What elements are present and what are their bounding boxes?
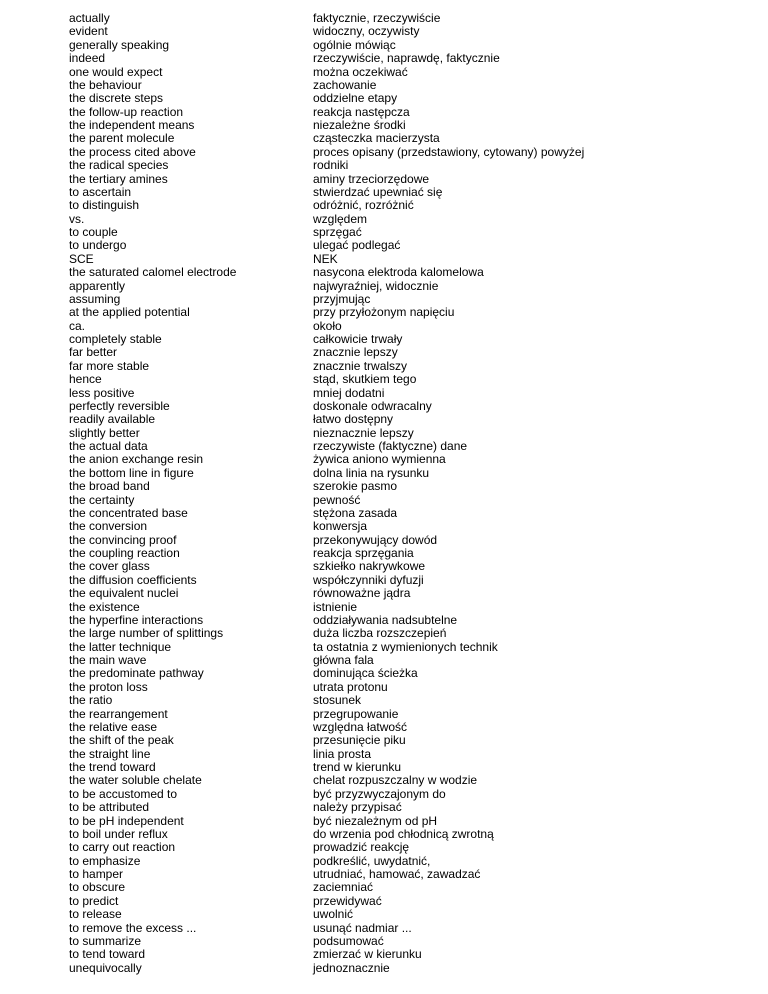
polish-translation: trend w kierunku: [313, 760, 402, 774]
glossary-row: [0, 908, 768, 921]
glossary-row: [0, 480, 768, 493]
polish-translation: znacznie lepszy: [313, 345, 398, 360]
polish-translation: NEK: [313, 251, 338, 266]
english-term: the relative ease: [69, 719, 158, 734]
glossary-row: [0, 560, 768, 573]
glossary-row: [0, 280, 768, 293]
glossary-row: [0, 25, 768, 38]
glossary-row: [0, 721, 768, 734]
polish-translation: faktycznie, rzeczywiście: [313, 11, 441, 25]
english-term: less positive: [69, 385, 135, 400]
glossary-row: [0, 507, 768, 520]
glossary-row: [0, 601, 768, 614]
polish-translation: sprzęgać: [313, 225, 362, 239]
english-term: generally speaking: [69, 37, 170, 52]
polish-translation: aminy trzeciorzędowe: [313, 171, 430, 186]
english-term: the predominate pathway: [69, 666, 204, 681]
polish-translation: całkowicie trwały: [313, 332, 403, 346]
english-term: to be accustomed to: [69, 786, 178, 801]
polish-translation: utrata protonu: [313, 679, 388, 694]
glossary-row: [0, 868, 768, 881]
english-term: the main wave: [69, 653, 147, 667]
english-term: unequivocally: [69, 960, 142, 975]
polish-translation: ulegać podlegać: [313, 238, 401, 253]
english-term: the concentrated base: [69, 505, 188, 520]
english-term: far better: [69, 345, 118, 360]
glossary-row: [0, 774, 768, 787]
english-term: the water soluble chelate: [69, 773, 202, 788]
polish-translation: rzeczywiste (faktyczne) dane: [313, 439, 468, 453]
polish-translation: rodniki: [313, 158, 349, 173]
english-term: to summarize: [69, 933, 142, 948]
english-term: to remove the excess ...: [69, 920, 197, 935]
english-term: the convincing proof: [69, 532, 177, 547]
glossary-row: [0, 948, 768, 961]
polish-translation: stężona zasada: [313, 505, 398, 520]
english-term: assuming: [69, 291, 121, 306]
glossary-row: [0, 12, 768, 25]
polish-translation: reakcja sprzęgania: [313, 546, 414, 560]
english-term: the tertiary amines: [69, 171, 168, 186]
polish-translation: żywica aniono wymienna: [313, 452, 446, 467]
polish-translation: oddzielne etapy: [313, 91, 398, 106]
glossary-row: [0, 641, 768, 654]
polish-translation: znacznie trwalszy: [313, 358, 408, 373]
glossary-row: [0, 922, 768, 935]
glossary-row: [0, 39, 768, 52]
glossary-row: [0, 226, 768, 239]
english-term: the parent molecule: [69, 131, 175, 146]
polish-translation: widoczny, oczywisty: [313, 24, 420, 39]
polish-translation: przyjmując: [313, 291, 371, 306]
english-term: to obscure: [69, 880, 126, 895]
english-term: the discrete steps: [69, 91, 164, 106]
polish-translation: prowadzić reakcję: [313, 840, 410, 855]
glossary-row: [0, 333, 768, 346]
glossary-row: [0, 534, 768, 547]
glossary-row: [0, 895, 768, 908]
polish-translation: należy przypisać: [313, 800, 402, 815]
glossary-row: [0, 373, 768, 386]
glossary-row: [0, 66, 768, 79]
english-term: the conversion: [69, 519, 148, 534]
glossary-row: [0, 440, 768, 453]
glossary-row: [0, 119, 768, 132]
polish-translation: stwierdzać upewniać się: [313, 184, 443, 199]
polish-translation: być przyzwyczajonym do: [313, 786, 446, 801]
polish-translation: równoważne jądra: [313, 586, 411, 601]
english-term: evident: [69, 24, 108, 39]
glossary-row: [0, 79, 768, 92]
polish-translation: podsumować: [313, 933, 384, 948]
english-term: the large number of splittings: [69, 626, 224, 641]
polish-translation: pewność: [313, 492, 361, 507]
glossary-row: [0, 52, 768, 65]
polish-translation: ta ostatnia z wymienionych technik: [313, 639, 498, 654]
glossary-row: [0, 761, 768, 774]
english-term: the radical species: [69, 158, 169, 173]
polish-translation: mniej dodatni: [313, 385, 385, 400]
english-term: to boil under reflux: [69, 826, 168, 841]
glossary-row: [0, 574, 768, 587]
glossary-row: [0, 293, 768, 306]
polish-translation: względem: [313, 211, 368, 226]
polish-translation: oddziaływania nadsubtelne: [313, 612, 458, 627]
polish-translation: stosunek: [313, 693, 362, 708]
polish-translation: istnienie: [313, 599, 358, 614]
glossary-row: [0, 346, 768, 359]
polish-translation: dolna linia na rysunku: [313, 465, 430, 480]
english-term: one would expect: [69, 64, 163, 79]
glossary-row: [0, 92, 768, 105]
glossary-row: [0, 146, 768, 159]
english-term: to predict: [69, 893, 119, 908]
glossary-row: [0, 186, 768, 199]
glossary-row: [0, 654, 768, 667]
english-term: apparently: [69, 278, 126, 293]
glossary-row: [0, 494, 768, 507]
polish-translation: być niezależnym od pH: [313, 813, 438, 828]
polish-translation: zachowanie: [313, 77, 377, 92]
english-term: to undergo: [69, 238, 127, 253]
glossary-row: [0, 360, 768, 373]
english-term: to tend toward: [69, 947, 146, 962]
english-term: hence: [69, 372, 102, 387]
glossary-row: [0, 413, 768, 426]
polish-translation: uwolnić: [313, 907, 354, 922]
english-term: the diffusion coefficients: [69, 572, 197, 587]
english-term: to distinguish: [69, 198, 140, 213]
english-term: ca.: [69, 318, 86, 333]
glossary-row: [0, 627, 768, 640]
english-term: the latter technique: [69, 639, 172, 654]
english-term: readily available: [69, 412, 156, 427]
english-term: the process cited above: [69, 144, 196, 159]
english-term: perfectly reversible: [69, 398, 170, 413]
polish-translation: zmierzać w kierunku: [313, 947, 422, 962]
glossary-row: [0, 935, 768, 948]
english-term: the independent means: [69, 118, 195, 132]
polish-translation: jednoznacznie: [313, 960, 390, 975]
polish-translation: reakcja następcza: [313, 104, 410, 119]
english-term: actually: [69, 11, 110, 25]
glossary-row: [0, 467, 768, 480]
english-term: indeed: [69, 51, 106, 66]
glossary-row: [0, 106, 768, 119]
glossary-row: [0, 708, 768, 721]
polish-translation: duża liczba rozszczepień: [313, 626, 447, 641]
glossary-row: [0, 387, 768, 400]
polish-translation: względna łatwość: [313, 719, 408, 734]
polish-translation: proces opisany (przedstawiony, cytowany) powyżej: [313, 144, 585, 159]
english-term: to emphasize: [69, 853, 141, 868]
glossary-row: [0, 520, 768, 533]
english-term: the proton loss: [69, 679, 148, 694]
glossary-row: [0, 400, 768, 413]
glossary-row: [0, 253, 768, 266]
glossary-row: [0, 841, 768, 854]
glossary-list: [0, 12, 768, 975]
glossary-row: [0, 132, 768, 145]
polish-translation: można oczekiwać: [313, 64, 408, 79]
polish-translation: nasycona elektroda kalomelowa: [313, 265, 484, 280]
glossary-row: [0, 213, 768, 226]
english-term: the shift of the peak: [69, 733, 174, 748]
polish-translation: niezależne środki: [313, 118, 406, 132]
glossary-row: [0, 306, 768, 319]
english-term: to couple: [69, 225, 118, 239]
english-term: the certainty: [69, 492, 135, 507]
glossary-row: [0, 266, 768, 279]
glossary-row: [0, 788, 768, 801]
english-term: the equivalent nuclei: [69, 586, 179, 601]
polish-translation: nieznacznie lepszy: [313, 425, 414, 440]
glossary-row: [0, 239, 768, 252]
polish-translation: przegrupowanie: [313, 706, 399, 721]
glossary-row: [0, 614, 768, 627]
english-term: the ratio: [69, 693, 113, 708]
glossary-row: [0, 199, 768, 212]
polish-translation: odróżnić, rozróżnić: [313, 198, 414, 213]
english-term: vs.: [69, 211, 85, 226]
english-term: the bottom line in figure: [69, 465, 194, 480]
glossary-row: [0, 855, 768, 868]
english-term: at the applied potential: [69, 305, 190, 320]
polish-translation: współczynniki dyfuzji: [313, 572, 424, 587]
glossary-row: [0, 801, 768, 814]
english-term: to be attributed: [69, 800, 150, 815]
polish-translation: stąd, skutkiem tego: [313, 372, 417, 387]
glossary-row: [0, 453, 768, 466]
english-term: SCE: [69, 251, 94, 266]
english-term: far more stable: [69, 358, 150, 373]
glossary-row: [0, 173, 768, 186]
english-term: completely stable: [69, 332, 162, 346]
english-term: the trend toward: [69, 760, 156, 774]
polish-translation: rzeczywiście, naprawdę, faktycznie: [313, 51, 500, 66]
english-term: the cover glass: [69, 559, 150, 574]
glossary-row: [0, 881, 768, 894]
english-term: the hyperfine interactions: [69, 612, 204, 627]
glossary-row: [0, 159, 768, 172]
polish-translation: przewidywać: [313, 893, 382, 908]
english-term: to be pH independent: [69, 813, 184, 828]
glossary-row: [0, 748, 768, 761]
polish-translation: przekonywujący dowód: [313, 532, 438, 547]
polish-translation: chelat rozpuszczalny w wodzie: [313, 773, 478, 788]
polish-translation: cząsteczka macierzysta: [313, 131, 440, 146]
glossary-row: [0, 962, 768, 975]
english-term: the anion exchange resin: [69, 452, 204, 467]
english-term: the behaviour: [69, 77, 142, 92]
polish-translation: usunąć nadmiar ...: [313, 920, 412, 935]
english-term: the broad band: [69, 479, 150, 494]
glossary-row: [0, 734, 768, 747]
english-term: slightly better: [69, 425, 140, 440]
english-term: the rearrangement: [69, 706, 168, 721]
polish-translation: najwyraźniej, widocznie: [313, 278, 439, 293]
glossary-row: [0, 320, 768, 333]
polish-translation: przesunięcie piku: [313, 733, 406, 748]
english-term: the actual data: [69, 439, 148, 453]
polish-translation: utrudniać, hamować, zawadzać: [313, 867, 481, 881]
polish-translation: szkiełko nakrywkowe: [313, 559, 426, 574]
glossary-row: [0, 667, 768, 680]
english-term: to ascertain: [69, 184, 132, 199]
glossary-row: [0, 587, 768, 600]
glossary-row: [0, 547, 768, 560]
glossary-row: [0, 815, 768, 828]
english-term: the straight line: [69, 746, 151, 761]
polish-translation: przy przyłożonym napięciu: [313, 305, 455, 320]
english-term: to release: [69, 907, 122, 922]
polish-translation: konwersja: [313, 519, 368, 534]
english-term: the existence: [69, 599, 140, 614]
english-term: the coupling reaction: [69, 546, 180, 560]
english-term: to hamper: [69, 867, 124, 881]
polish-translation: główna fala: [313, 653, 374, 667]
english-term: the follow-up reaction: [69, 104, 184, 119]
polish-translation: dominująca ścieżka: [313, 666, 418, 681]
polish-translation: do wrzenia pod chłodnicą zwrotną: [313, 826, 494, 841]
polish-translation: zaciemniać: [313, 880, 374, 895]
glossary-row: [0, 427, 768, 440]
glossary-row: [0, 828, 768, 841]
polish-translation: linia prosta: [313, 746, 372, 761]
english-term: to carry out reaction: [69, 840, 176, 855]
polish-translation: doskonale odwracalny: [313, 398, 432, 413]
english-term: the saturated calomel electrode: [69, 265, 237, 280]
glossary-row: [0, 681, 768, 694]
polish-translation: łatwo dostępny: [313, 412, 394, 427]
glossary-row: [0, 694, 768, 707]
polish-translation: ogólnie mówiąc: [313, 37, 396, 52]
polish-translation: około: [313, 318, 342, 333]
polish-translation: podkreślić, uwydatnić,: [313, 853, 431, 868]
polish-translation: szerokie pasmo: [313, 479, 398, 494]
